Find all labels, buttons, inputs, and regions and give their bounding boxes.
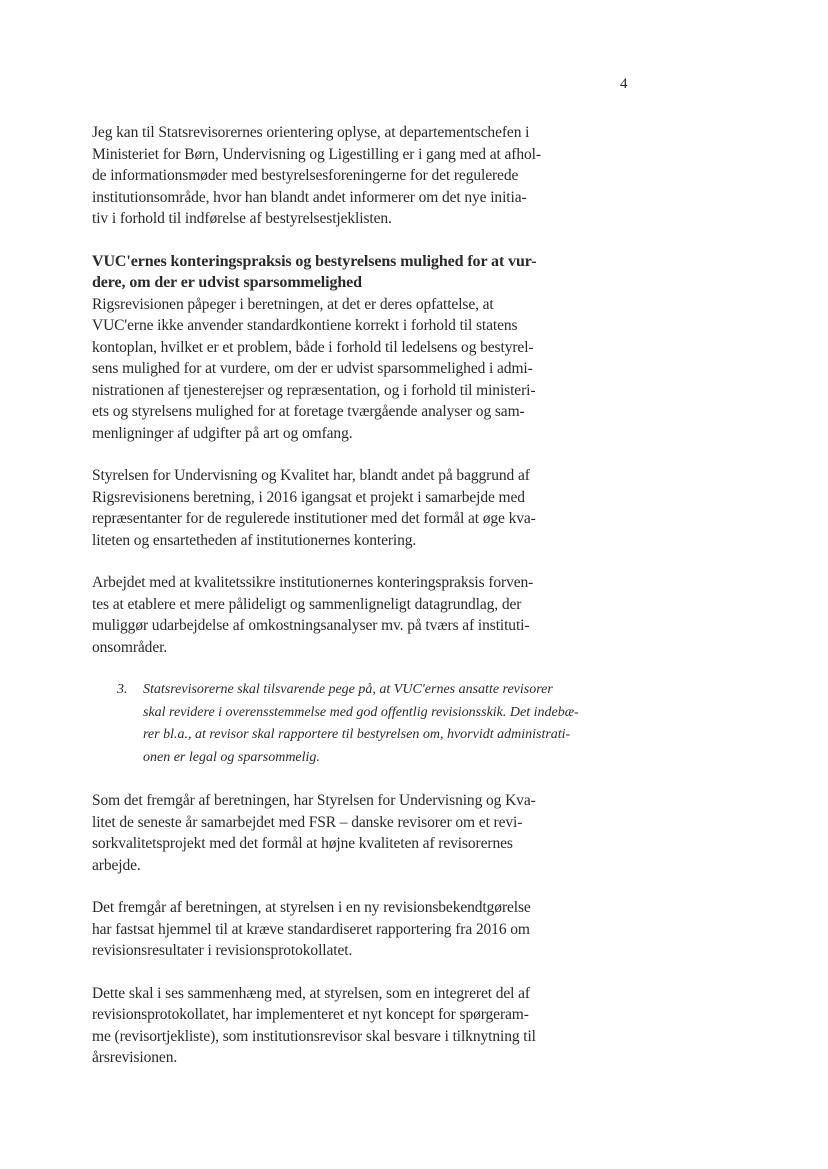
text-line: Jeg kan til Statsrevisorernes orientering oplyse, at departementschefen i <box>92 124 530 141</box>
text-line: me (revisortjekliste), som institutionsrevisor skal besvare i tilknytning til <box>92 1027 536 1045</box>
text-line: Rigsrevisionens beretning, i 2016 igangsat et projekt i samarbejde med <box>92 488 525 506</box>
quote-line: onen er legal og sparsommelig. <box>143 749 320 765</box>
text-line: nistrationen af tjenesterejser og repræsentation, og i forhold til ministeri- <box>92 381 536 399</box>
text-line: liteten og ensartetheden af institutionernes kontering. <box>92 531 417 549</box>
text-line: kontoplan, hvilket er et problem, både i forhold til ledelsens og bestyrel- <box>92 338 534 356</box>
page-number: 4 <box>620 76 628 92</box>
quote-line: skal revidere i overensstemmelse med god offentlig revisionsskik. Det indebæ- <box>143 704 579 720</box>
text-line: Som det fremgår af beretningen, har Styrelsen for Undervisning og Kva- <box>92 792 536 809</box>
text-line: arbejde. <box>92 856 141 874</box>
text-line: Det fremgår af beretningen, at styrelsen i en ny revisionsbekendtgørelse <box>92 899 531 916</box>
text-line: Ministeriet for Børn, Undervisning og Ligestilling er i gang med at afhol- <box>92 145 541 163</box>
section-heading <box>92 251 572 294</box>
text-line: menligninger af udgifter på art og omfang. <box>92 424 353 442</box>
quote-line: rer bl.a., at revisor skal rapportere til bestyrelsen om, hvorvidt administrati- <box>143 727 571 742</box>
text-line: muliggør udarbejdelse af omkostningsanalyser mv. på tværs af instituti- <box>92 617 530 634</box>
text-line: Styrelsen for Undervisning og Kvalitet har, blandt andet på baggrund af <box>92 467 530 484</box>
text-line: revisionsresultater i revisionsprotokollatet. <box>92 942 353 959</box>
heading-line: VUC'ernes konteringspraksis og bestyrelsens mulighed for at vur- <box>92 252 537 270</box>
quote-line: Statsrevisorerne skal tilsvarende pege på, at VUC'ernes ansatte revisorer <box>143 682 553 697</box>
quoted-recommendation <box>92 679 579 769</box>
text-line: tes at etablere et mere pålideligt og sammenligneligt datagrundlag, der <box>92 595 522 613</box>
text-line: revisionsprotokollatet, har implementeret et nyt koncept for spørgeram- <box>92 1006 529 1023</box>
recommendation-number: 3. <box>117 682 128 697</box>
text-line: VUC'erne ikke anvender standardkontiene korrekt i forhold til statens <box>92 317 518 334</box>
paragraph-1 <box>92 122 572 230</box>
text-line: årsrevisionen. <box>92 1049 178 1066</box>
text-line: Arbejdet med at kvalitetssikre institutionernes konteringspraksis forven- <box>92 574 534 591</box>
text-line: har fastsat hjemmel til at kræve standardiseret rapportering fra 2016 om <box>92 920 530 938</box>
text-line: Dette skal i ses sammenhæng med, at styrelsen, som en integreret del af <box>92 984 530 1002</box>
paragraph-6 <box>92 897 572 962</box>
text-line: de informationsmøder med bestyrelsesforeningerne for det regulerede <box>92 167 519 184</box>
text-line: ets og styrelsens mulighed for at foretage tværgående analyser og sam- <box>92 403 525 420</box>
text-line: litet de seneste år samarbejdet med FSR – danske revisorer om et revi- <box>92 813 523 831</box>
paragraph-5 <box>92 790 572 876</box>
text-line: sens mulighed for at vurdere, om der er udvist sparsommelighed i admi- <box>92 360 533 377</box>
text-line: Rigsrevisionen påpeger i beretningen, at det er deres opfattelse, at <box>92 295 494 313</box>
text-line: repræsentanter for de regulerede institutioner med det formål at øge kva- <box>92 510 536 527</box>
paragraph-3 <box>92 465 572 551</box>
text-line: tiv i forhold til indførelse af bestyrelsestjeklisten. <box>92 210 392 227</box>
heading-line: dere, om der er udvist sparsommelighed <box>92 274 362 291</box>
paragraph-7 <box>92 983 572 1069</box>
text-line: onsområder. <box>92 638 168 656</box>
text-line: institutionsområde, hvor han blandt andet informerer om det nye initia- <box>92 188 527 206</box>
text-line: sorkvalitetsprojekt med det formål at højne kvaliteten af revisorernes <box>92 835 513 852</box>
document-body <box>92 122 579 1069</box>
paragraph-2 <box>92 294 572 445</box>
paragraph-4 <box>92 572 572 658</box>
